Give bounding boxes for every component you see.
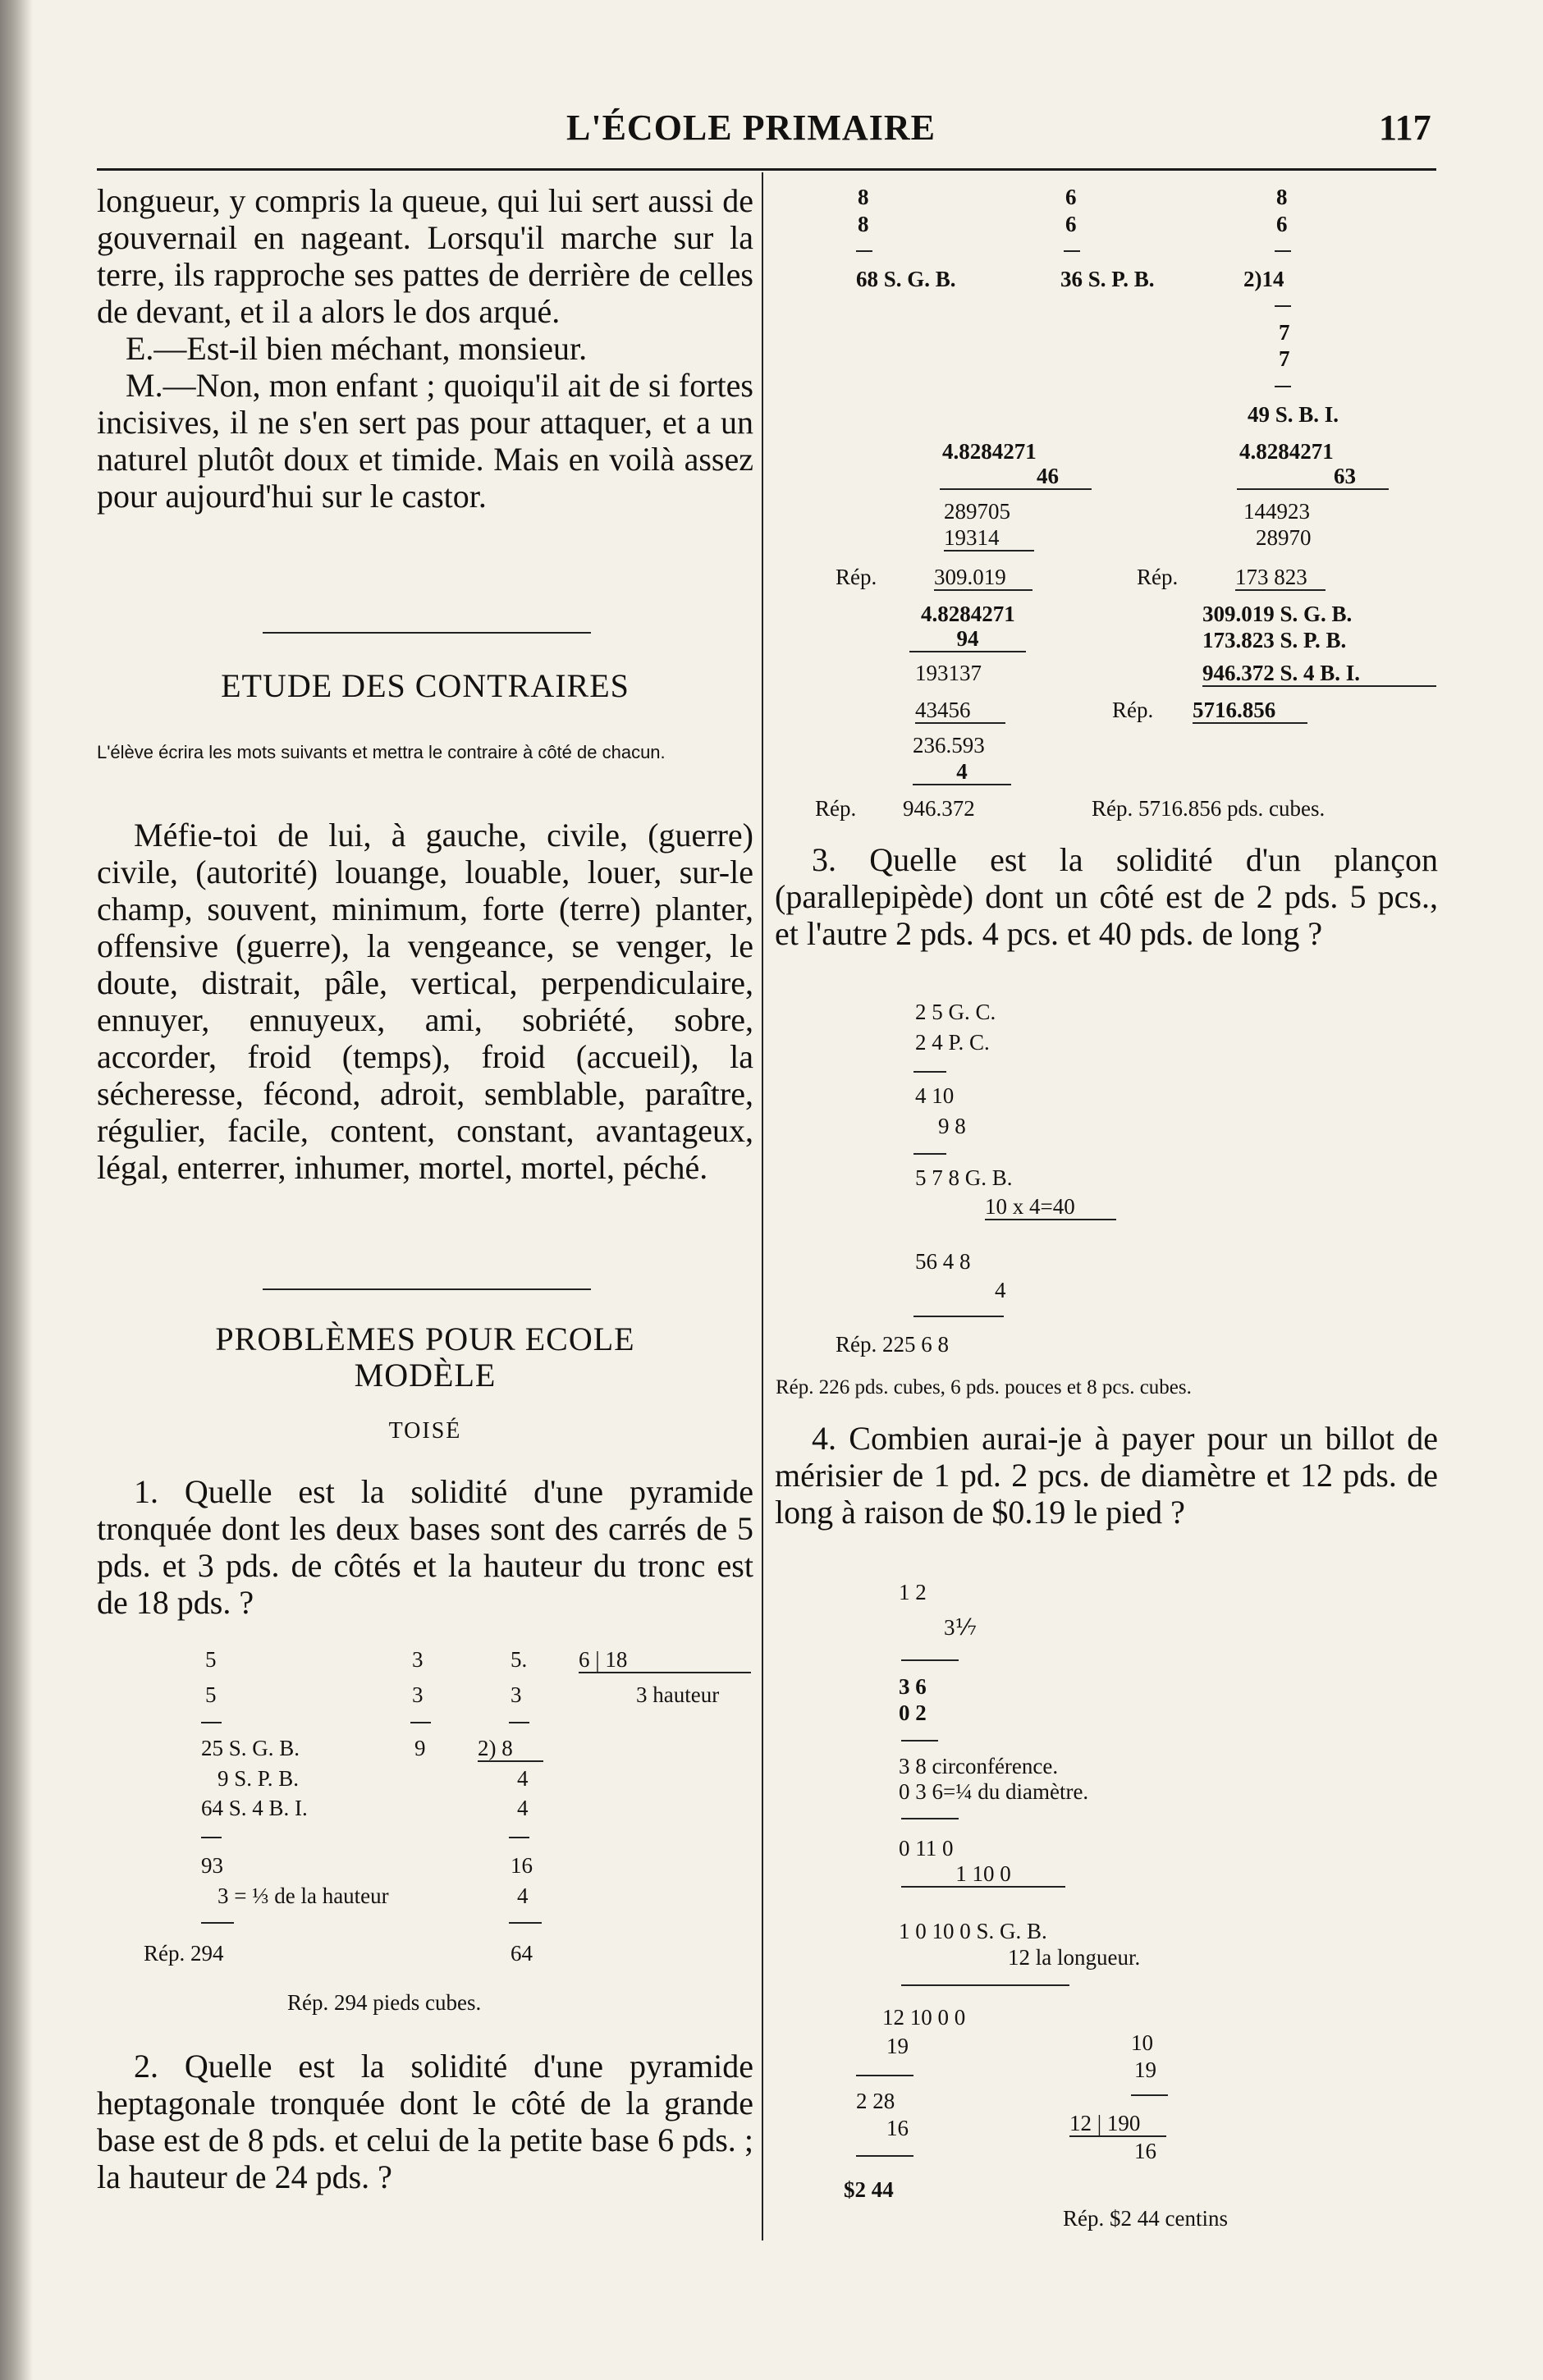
- header-rule: [97, 168, 1436, 171]
- calc-cell: 3 6: [899, 1674, 927, 1699]
- calc-cell: 1 2: [899, 1580, 927, 1604]
- calc-cell: 236.593: [913, 733, 985, 757]
- calc-bar: [201, 1837, 222, 1838]
- calc-cell: 46: [940, 464, 1092, 490]
- calc-cell: 16: [1134, 2139, 1156, 2163]
- page-number: 117: [1379, 108, 1431, 148]
- journal-title: L'ÉCOLE PRIMAIRE: [566, 108, 936, 148]
- calc-cell: 43456: [915, 698, 1005, 724]
- calc-bar: [856, 250, 872, 252]
- calc-bar: [509, 1722, 529, 1723]
- calc-cell: 16: [511, 1853, 533, 1878]
- calc-cell: 946.372 S. 4 B. I.: [1202, 661, 1436, 687]
- calc-bar: [913, 1316, 1004, 1317]
- problem-1: 1. Quelle est la solidité d'une pyramide tronquée dont les deux bases sont des carrés de 5 pds. et 3 pds. de côtés et la hauteur du tronc est de 18 pds. ?: [97, 1473, 753, 1621]
- calc-bar: [1275, 386, 1291, 387]
- etude-title: ETUDE DES CONTRAIRES: [221, 667, 630, 704]
- page-edge-shadow: [0, 0, 33, 2380]
- calc-cell: 28970: [1256, 525, 1312, 550]
- calc-cell: 309.019 S. G. B.: [1202, 602, 1353, 626]
- calc-bar: [1275, 250, 1291, 252]
- calc-cell: 9: [414, 1736, 426, 1760]
- calc-cell: 2 4 P. C.: [915, 1030, 990, 1055]
- calc-cell: 173 823: [1235, 565, 1326, 591]
- calc-cell: 56 4 8: [915, 1249, 971, 1274]
- calc-cell: 4: [517, 1796, 529, 1820]
- calc-cell: 3 = ⅓ de la hauteur: [217, 1883, 389, 1908]
- calc-cell: 25 S. G. B.: [201, 1736, 300, 1760]
- calc-cell: 309.019: [934, 565, 1032, 591]
- calc-cell: 68 S. G. B.: [856, 267, 956, 291]
- calc-cell: Rép. 294: [144, 1941, 224, 1966]
- calc-cell: 3 8 circonférence.: [899, 1754, 1059, 1778]
- calc-cell: 3: [412, 1647, 424, 1672]
- calc-cell: 289705: [944, 499, 1010, 524]
- calc-cell: 64 S. 4 B. I.: [201, 1796, 308, 1820]
- etude-instruction: L'élève écrira les mots suivants et mettra le contraire à côté de chacun.: [97, 742, 666, 762]
- calc-cell: 9 S. P. B.: [217, 1766, 300, 1791]
- calc-cell: 49 S. B. I.: [1248, 402, 1339, 427]
- calc-cell: 5716.856: [1193, 698, 1307, 724]
- castor-question: E.—Est-il bien méchant, monsieur.: [126, 330, 588, 367]
- calc-bar: [901, 1818, 959, 1819]
- calc-bar: [901, 1659, 959, 1661]
- calc-cell: 2 28: [856, 2089, 895, 2113]
- problem-2: 2. Quelle est la solidité d'une pyramide heptagonale tronquée dont le côté de la grande base est de 8 pds. et celui de la petite base 6 pds. ; la hauteur de 24 pds. ?: [97, 2048, 753, 2195]
- calc-cell: 3⅐: [944, 1615, 977, 1640]
- calc-cell: 10 x 4=40: [985, 1194, 1116, 1220]
- calc-cell: 4: [995, 1278, 1006, 1302]
- calc-bar: [1131, 2094, 1168, 2096]
- calc-cell: 8: [858, 185, 869, 209]
- problem-4-answer: Rép. $2 44 centins: [1063, 2206, 1228, 2231]
- castor-answer: M.—Non, mon enfant ; quoiqu'il ait de si fortes incisives, il ne s'en sert pas pour attaquer, et a un naturel plutôt doux et timide. Mais en voilà assez pour aujourd'hui sur le castor.: [97, 367, 753, 515]
- calc-cell: 7: [1279, 346, 1290, 371]
- calc-bar: [509, 1922, 542, 1924]
- section-separator-2: [263, 1288, 591, 1290]
- calc-cell: 12 la longueur.: [1008, 1945, 1141, 1970]
- calc-cell: 8: [858, 212, 869, 236]
- calc-cell: 2 5 G. C.: [915, 1000, 996, 1024]
- calc-cell: 173.823 S. P. B.: [1202, 628, 1347, 652]
- calc-cell: 0 11 0: [899, 1836, 954, 1861]
- calc-cell: 3: [412, 1682, 424, 1707]
- calc-bar: [856, 2155, 913, 2157]
- calc-cell: 4 10: [915, 1083, 955, 1108]
- calc-cell: 5: [205, 1647, 217, 1672]
- calc-bar: [410, 1722, 431, 1723]
- calc-cell: 64: [511, 1941, 533, 1966]
- calc-cell: 94: [909, 626, 1026, 652]
- left-column: [97, 182, 753, 515]
- problem-1-answer: Rép. 294 pieds cubes.: [287, 1990, 482, 2015]
- calc-bar: [201, 1722, 222, 1723]
- calc-cell: 5: [205, 1682, 217, 1707]
- calc-cell: 6: [1065, 185, 1077, 209]
- calc-cell: 6 | 18: [579, 1647, 751, 1673]
- calc-cell: 16: [886, 2116, 909, 2140]
- calc-cell: 5 7 8 G. B.: [915, 1165, 1013, 1190]
- calc-cell: 19: [1134, 2057, 1156, 2082]
- calc-bar: [1275, 305, 1291, 307]
- calc-cell: 19: [886, 2034, 909, 2058]
- calc-cell: Rép.: [836, 565, 877, 589]
- calc-cell: 0 3 6=¼ du diamètre.: [899, 1779, 1089, 1804]
- calc-cell: 10: [1131, 2030, 1153, 2055]
- calc-cell: 6: [1276, 212, 1288, 236]
- calc-cell: 4.8284271: [942, 439, 1037, 464]
- calc-cell: 3: [511, 1682, 522, 1707]
- calc-bar: [856, 2075, 913, 2076]
- calc-bar: [201, 1922, 234, 1924]
- calc-cell: 12 10 0 0: [882, 2005, 966, 2030]
- calc-bar: [913, 1153, 946, 1155]
- toise-heading: TOISÉ: [388, 1418, 462, 1444]
- column-divider: [762, 172, 763, 2240]
- calc-cell: 9 8: [938, 1114, 966, 1138]
- calc-cell: 12 | 190: [1069, 2111, 1166, 2137]
- calc-bar: [901, 1984, 1069, 1986]
- calc-cell: 946.372: [903, 796, 975, 821]
- calc-cell: Rép.: [1112, 698, 1154, 722]
- problem-2-answer: Rép. 5716.856 pds. cubes.: [1092, 796, 1326, 821]
- etude-words: Méfie-toi de lui, à gauche, civile, (guerre) civile, (autorité) louange, louable, louer, sur-le champ, souvent, minimum, forte (terre) planter, offensive (guerre), la vengeance, se venger, le doute, distrait, pâle, vertical, perpendiculaire, ennuyer, ennuyeux, ami, sobriété, sobre, accorder, froid (temps), froid (accueil), la sécheresse, fécond, adroit, semblable, paraître, régulier, facile, content, constant, avantageux, légal, enterrer, inhumer, mortel, mortel, péché.: [97, 817, 753, 1186]
- problem-3-answer: Rép. 226 pds. cubes, 6 pds. pouces et 8 pcs. cubes.: [776, 1376, 1192, 1398]
- calc-cell: 4.8284271: [1239, 439, 1334, 464]
- calc-cell: 144923: [1243, 499, 1310, 524]
- calc-cell: 4: [913, 759, 1011, 785]
- problemes-title: PROBLÈMES POUR ECOLE MODÈLE: [215, 1320, 635, 1394]
- calc-cell: 6: [1065, 212, 1077, 236]
- calc-cell: 1 10 0: [901, 1861, 1065, 1888]
- calc-bar: [901, 1740, 938, 1742]
- calc-bar: [1064, 250, 1080, 252]
- calc-cell: 0 2: [899, 1700, 927, 1725]
- calc-cell: 1 0 10 0 S. G. B.: [899, 1919, 1047, 1943]
- calc-cell: 5.: [511, 1647, 528, 1672]
- calc-cell: Rép.: [815, 796, 857, 821]
- calc-cell: 2) 8: [478, 1736, 543, 1762]
- calc-cell: Rép. 225 6 8: [836, 1332, 949, 1357]
- problem-4: 4. Combien aurai-je à payer pour un billot de mérisier de 1 pd. 2 pcs. de diamètre et 12 pds. de long à raison de $0.19 le pied ?: [775, 1420, 1438, 1531]
- problem-3: 3. Quelle est la solidité d'un plançon (parallepipède) dont un côté est de 2 pds. 5 pcs., et l'autre 2 pds. 4 pcs. et 40 pds. de long ?: [775, 841, 1438, 952]
- calc-cell: 4: [517, 1766, 529, 1791]
- calc-cell: Rép.: [1137, 565, 1179, 589]
- calc-cell: 4.8284271: [921, 602, 1015, 626]
- section-separator: [263, 632, 591, 634]
- calc-cell: $2 44: [844, 2177, 894, 2202]
- calc-cell: 63: [1237, 464, 1389, 490]
- running-header: [0, 107, 1543, 156]
- calc-cell: 19314: [944, 525, 1034, 552]
- calc-cell: 193137: [915, 661, 982, 685]
- calc-bar: [509, 1837, 529, 1838]
- calc-cell: 7: [1279, 320, 1290, 345]
- calc-cell: 2)14: [1243, 267, 1284, 291]
- calc-cell: 4: [517, 1883, 529, 1908]
- calc-bar: [913, 1071, 946, 1073]
- calc-cell: 8: [1276, 185, 1288, 209]
- calc-cell: 36 S. P. B.: [1060, 267, 1155, 291]
- calc-cell: 93: [201, 1853, 223, 1878]
- calc-cell: 3 hauteur: [636, 1682, 720, 1707]
- castor-paragraph: longueur, y compris la queue, qui lui sert aussi de gouvernail en nageant. Lorsqu'il marche sur la terre, ils rapproche ses pattes de derrière de celles de devant, et il a alors le dos arqué.: [97, 182, 753, 330]
